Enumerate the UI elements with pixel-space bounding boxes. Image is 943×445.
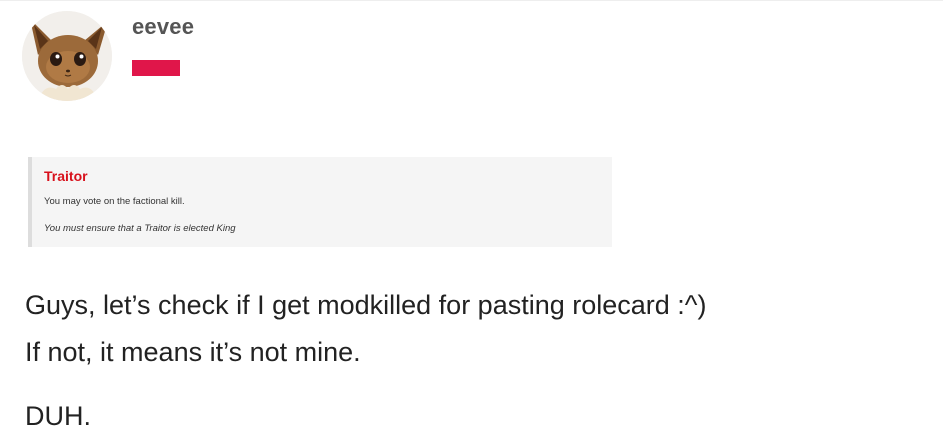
user-flair: [132, 60, 180, 76]
top-divider: [0, 0, 943, 1]
username[interactable]: eevee: [132, 14, 195, 39]
post-body-line: DUH.: [25, 401, 91, 431]
post-body-line: If not, it means it’s not mine.: [25, 337, 361, 367]
rolecard-image: [28, 157, 612, 247]
post-body-line: Guys, let’s check if I get modkilled for pasting rolecard :^): [25, 290, 707, 320]
eevee-avatar-icon: [22, 11, 112, 101]
rolecard-win-condition: You must ensure that a Traitor is elected King: [44, 223, 236, 234]
avatar[interactable]: [22, 11, 112, 101]
rolecard-ability: You may vote on the factional kill.: [44, 196, 185, 207]
rolecard-title: Traitor: [44, 168, 88, 184]
